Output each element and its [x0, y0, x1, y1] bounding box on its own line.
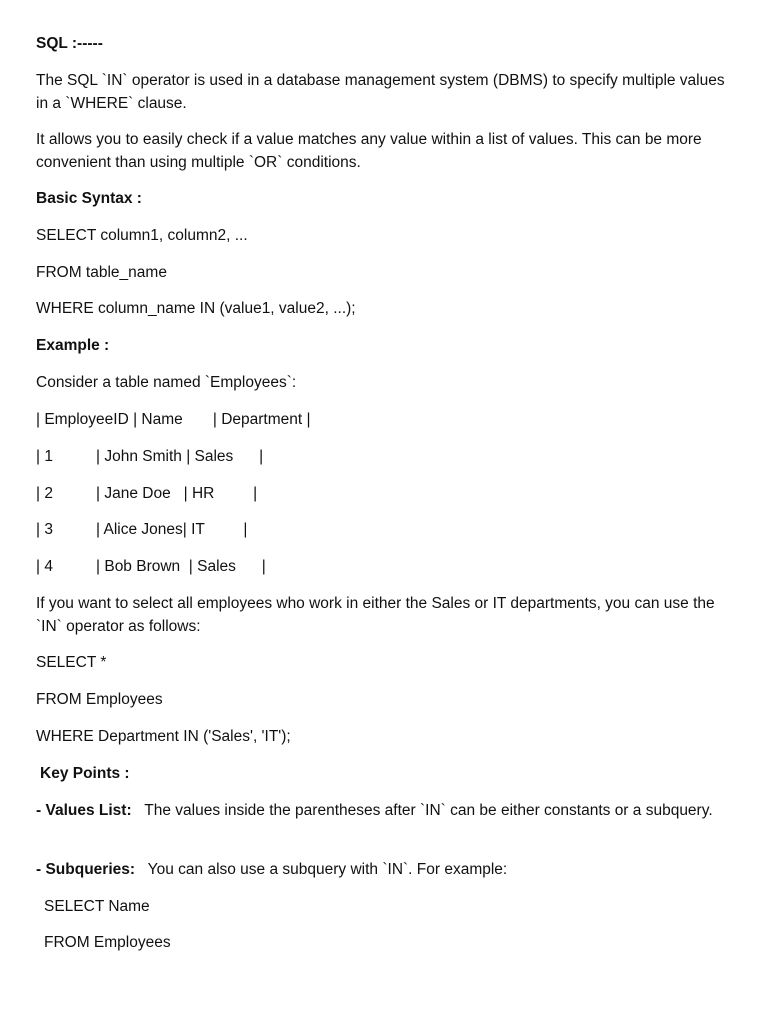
- example-explanation: If you want to select all employees who work in either the Sales or IT departments, you can use the `IN` operator as follows:: [36, 595, 719, 635]
- query-line: FROM Employees: [36, 691, 163, 708]
- syntax-line: FROM table_name: [36, 264, 167, 281]
- table-line-row: | 2 | Jane Doe | HR |: [36, 485, 258, 502]
- key-point-subqueries: [36, 858, 726, 881]
- document-heading: SQL :-----: [36, 35, 103, 52]
- syntax-heading: Basic Syntax :: [36, 190, 142, 207]
- key-point-text: You can also use a subquery with `IN`. For example:: [135, 861, 508, 878]
- syntax-line: SELECT column1, column2, ...: [36, 227, 248, 244]
- key-point-label: - Values List:: [36, 802, 132, 819]
- table-line-header: | EmployeeID | Name | Department |: [36, 411, 311, 428]
- query-line: WHERE Department IN ('Sales', 'IT');: [36, 728, 291, 745]
- key-point-label: - Subqueries:: [36, 861, 136, 878]
- intro-paragraph-2: It allows you to easily check if a value matches any value within a list of values. This can be more convenient than using multiple `OR` conditions.: [36, 131, 706, 171]
- example-heading: Example :: [36, 337, 110, 354]
- query-line: SELECT *: [36, 654, 107, 671]
- subquery-line: SELECT Name: [44, 898, 150, 915]
- key-point-text: The values inside the parentheses after `IN` can be either constants or a subquery.: [131, 802, 713, 819]
- example-intro: Consider a table named `Employees`:: [36, 374, 297, 391]
- syntax-line: WHERE column_name IN (value1, value2, ...);: [36, 300, 356, 317]
- key-points-heading: Key Points :: [40, 765, 130, 782]
- intro-paragraph-1: The SQL `IN` operator is used in a database management system (DBMS) to specify multiple values in a `WHERE` clause.: [36, 72, 729, 112]
- table-line-row: | 1 | John Smith | Sales |: [36, 448, 264, 465]
- table-line-row: | 3 | Alice Jones| IT |: [36, 521, 248, 538]
- table-line-row: | 4 | Bob Brown | Sales |: [36, 558, 266, 575]
- subquery-line: FROM Employees: [44, 934, 171, 951]
- key-point-values-list: [36, 799, 726, 822]
